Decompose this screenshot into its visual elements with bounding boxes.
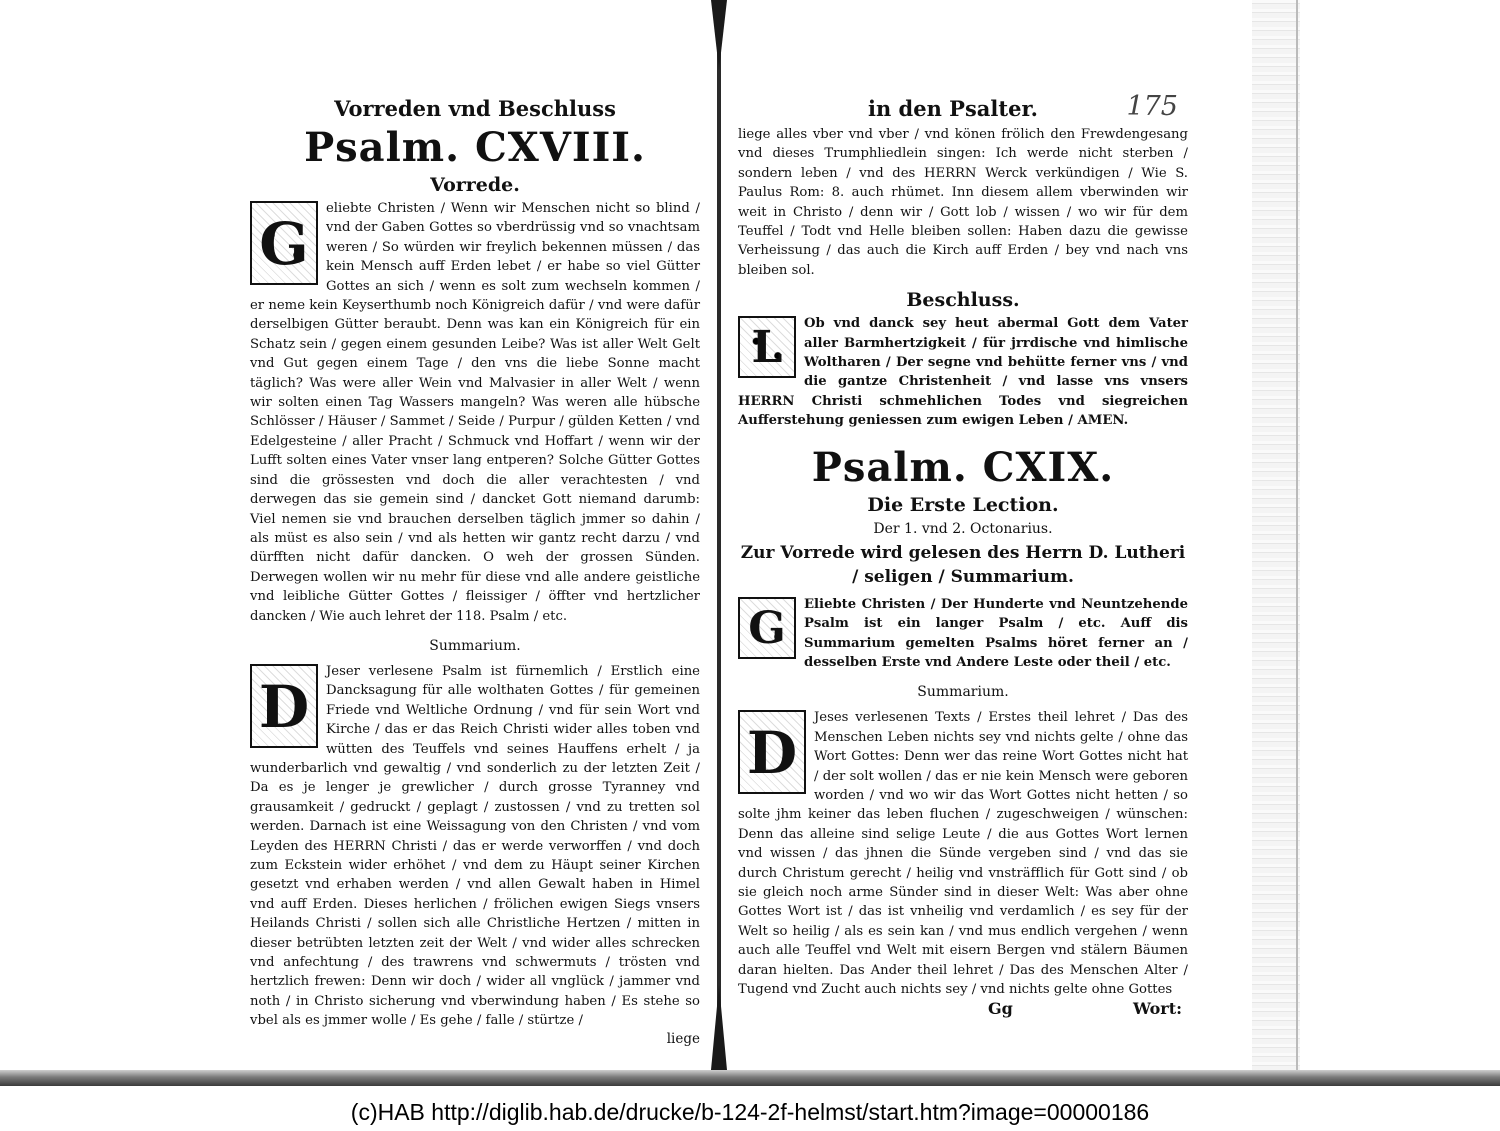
gutter-top-shadow xyxy=(711,0,727,70)
initial-letter: D xyxy=(746,719,798,788)
book-gutter xyxy=(711,0,727,1086)
left-preface-heading: Vorrede. xyxy=(430,174,520,196)
left-preface-block xyxy=(250,199,700,626)
page-number: 175 xyxy=(1126,91,1178,122)
right-summary-text: Jeses verlesenen Texts / Erstes theil lehret / Das des Menschen Leben nichts sey vnd nichts gelte / ohne das Wort Gottes: Denn wer das reine Wort Gottes nicht hat / der solt wollen / das er nie kein Mensch were geboren worden / vnd wo wir das Wort Gottes nicht hetten / so solte jhm keiner das leben fluchen / zugeschweigen / wünschen: Denn das alleine sind selige Leute / die aus Gottes Wort lernen vnd wissen / das jhnen die Sünde vergeben sind / vnd das sie durch Christum gerecht / heilig vnd vnsträfflich für Gott sind / ob sie gleich noch arme Sünder sind in dieser Welt: Was aber ohne Gottes Wort ist / das ist vnheilig vnd verdamlich / es sey für der Welt so heilig / als es sein kan / vnd mus endlich vergehen / wenn auch alle Teuffel vnd Welt mit eisern Bergen vnd stälern Bäumen daran hielten. Das Ander theil lehret / Das des Menschen Alter / Tugend vnd Zucht auch nichts sey / vnd nichts gelte ohne Gottes xyxy=(738,710,1188,997)
conclusion-text: Ob vnd danck sey heut abermal Gott dem Vater aller Barmhertzigkeit / für jrrdische vnd himlische Woltharen / Der segne vnd behütte ferner vns / vnd die gantze Christenheit / vnd lasse vns vnsers HERRN Christi schmehlichen Todes vnd siegreichen Aufferstehung geniessen zum ewigen Leben / AMEN. xyxy=(738,316,1188,429)
intro-block xyxy=(738,595,1188,673)
left-summary-text: Jeser verlesene Psalm ist fürnemlich / Erstlich eine Dancksagung für alle wolthaten Gottes / für gemeinen Friede vnd Weltliche Ordnung / vnd für sein Wort vnd Kirche / das er das Reich Christi wider alles toben vnd wütten des Teuffels vnd seines Hauffens erhelt / ja wunderbarlich vnd gewaltig / vnd sonderlich zu der letzten Zeit / Da es je lenger je grewlicher / durch grosse Tyranney vnd grausamkeit / gedruckt / geplagt / zustossen / vnd zu tretten sol werden. Darnach ist eine Weissagung von den Christen / vnd vom Leyden des HERRN Christi / das er werde verworffen / vnd doch zum Eckstein wider erhöhet / vnd dem zu Häupt seiner Kirchen gesetzt vnd erhaben werden / vnd allen Gewalt haben in Himel vnd auff Erden. Dieses herlichen / frölichen ewigen Siegs vnsers Heilands Christi / sollen sich alle Christliche Hertzen / mitten in dieser betrübten letzten zeit der Welt / vnd wider alles schrecken vnd anfechtung / des trawrens vnd schwermuts / trösten vnd hertzlich frewen: Denn wir doch / wider all vnglück / jammer vnd noth / in Christo sicherung vnd vberwindung haben / Es stehe so vbel als es jmmer wolle / Es gehe / falle / stürtze / xyxy=(250,663,700,1029)
decorated-initial-icon xyxy=(738,710,806,794)
page-edge-border xyxy=(1296,0,1298,1086)
octonarius-heading: Der 1. vnd 2. Octonarius. xyxy=(873,520,1053,537)
initial-letter: D xyxy=(258,672,310,741)
gutter-line xyxy=(717,0,721,1086)
page-edge-bottom xyxy=(0,1070,1500,1086)
left-preface-text: eliebte Christen / Wenn wir Menschen nicht so blind / vnd der Gaben Gottes so vberdrüssig vnd so vnachtsam weren / So würden wir freylich bekennen müssen / das kein Mensch auff Erden lebet / er habe so viel Gütter Gottes an sich / wenn es solt zum wechseln kommen / er neme kein Keyserthumb noch Königreich dafür / vnd were dafür derselbigen Gütter beraubt. Denn was kan ein Königreich für ein Schatz sein / gegen einem gesunden Leibe? Was ist aller Welt Gelt vnd Gut gegen einem Tage / den vns die liebe Sonne macht täglich? Was were aller Wein vnd Malvasier in aller Welt / wenn wir solten einen Tag Wassers mangeln? Was weren alle hübsche Schlösser / Häuser / Sammet / Seide / Purpur / gülden Ketten / vnd Edelgesteine / aller Pracht / Schmuck vnd Hoffart / wenn wir der Lufft solten eines Vater vnser lang entperen? Solche Gütter Gottes sind die grössesten vnd doch die aller verachtesten / vnd derwegen das sie gemein sind / dancket Gott niemand darumb: Viel nemen sie vnd brauchen derselben täglich jmmer so dahin / als müst es also sein / vnd als hetten wir gantz recht darzu / vnd dürfften nicht dafür dancken. O weh der grossen Sünden. Derwegen wollen wir nu mehr für diese vnd alle andere geistliche vnd leibliche Gütter Gottes / fleissiger / öffter vnd hertzlicher dancken / Wie auch lehret der 118. Psalm / etc. xyxy=(250,201,700,624)
right-summary-heading: Summarium. xyxy=(917,684,1009,701)
conclusion-block xyxy=(738,314,1188,430)
gutter-bottom-shadow xyxy=(711,985,727,1070)
left-catchword: liege xyxy=(666,1030,700,1047)
initial-letter: G xyxy=(259,210,309,278)
intro-text: Eliebte Christen / Der Hunderte vnd Neuntzehende Psalm ist ein langer Psalm / etc. Auff dis Summarium gemelten Psalms höret ferner an / desselben Erste vnd Andere Leste oder theil / etc. xyxy=(804,596,1188,670)
decorated-initial-icon xyxy=(250,201,318,285)
preface-note: Zur Vorrede wird gelesen des Herrn D. Lutheri / seligen / Summarium. xyxy=(740,542,1186,587)
initial-letter: G xyxy=(748,602,786,654)
right-summary-block xyxy=(738,708,1188,999)
initial-letter: L xyxy=(751,322,783,374)
right-page xyxy=(738,91,1188,1021)
lection-heading: Die Erste Lection. xyxy=(867,493,1059,516)
decorated-initial-icon xyxy=(738,316,796,378)
right-head-row xyxy=(738,91,1188,125)
right-psalm-title: Psalm. CXIX. xyxy=(811,443,1115,491)
decorated-initial-icon xyxy=(738,597,796,659)
left-summary-heading: Summarium. xyxy=(429,637,521,654)
left-running-head: Vorreden vnd Beschluss xyxy=(334,96,616,121)
copyright-footer: (c)HAB http://diglib.hab.de/drucke/b-124-2f-helmst/start.htm?image=00000186 xyxy=(350,1099,1150,1125)
left-summary-block xyxy=(250,662,700,1031)
signature-mark: Gg xyxy=(988,999,1013,1019)
decorated-initial-icon xyxy=(250,664,318,748)
signature-row xyxy=(738,999,1188,1021)
right-catchword: Wort: xyxy=(1132,999,1182,1019)
right-continuation-text: liege alles vber vnd vber / vnd könen frölich den Frewdengesang vnd dieses Trumphliedlein singen: Ich werde nicht sterben / sondern leben / vnd des HERRN Werck verkündigen / Wie S. Paulus Rom: 8. auch rhümet. Inn diesem allem vberwinden wir weit in Christo / denn wir / Gott lob / wissen / wo wir für dem Teuffel / Todt vnd Helle bleiben sollen: Haben dazu die gewisse Verheissung / das auch die Kirch auff Erden / bey vnd nach vns bleiben sol. xyxy=(738,127,1188,278)
left-page xyxy=(250,95,700,1047)
page-edge-right xyxy=(1252,0,1300,1086)
right-running-head: in den Psalter. xyxy=(868,96,1038,121)
left-psalm-title: Psalm. CXVIII. xyxy=(304,124,646,171)
conclusion-heading: Beschluss. xyxy=(906,289,1020,312)
